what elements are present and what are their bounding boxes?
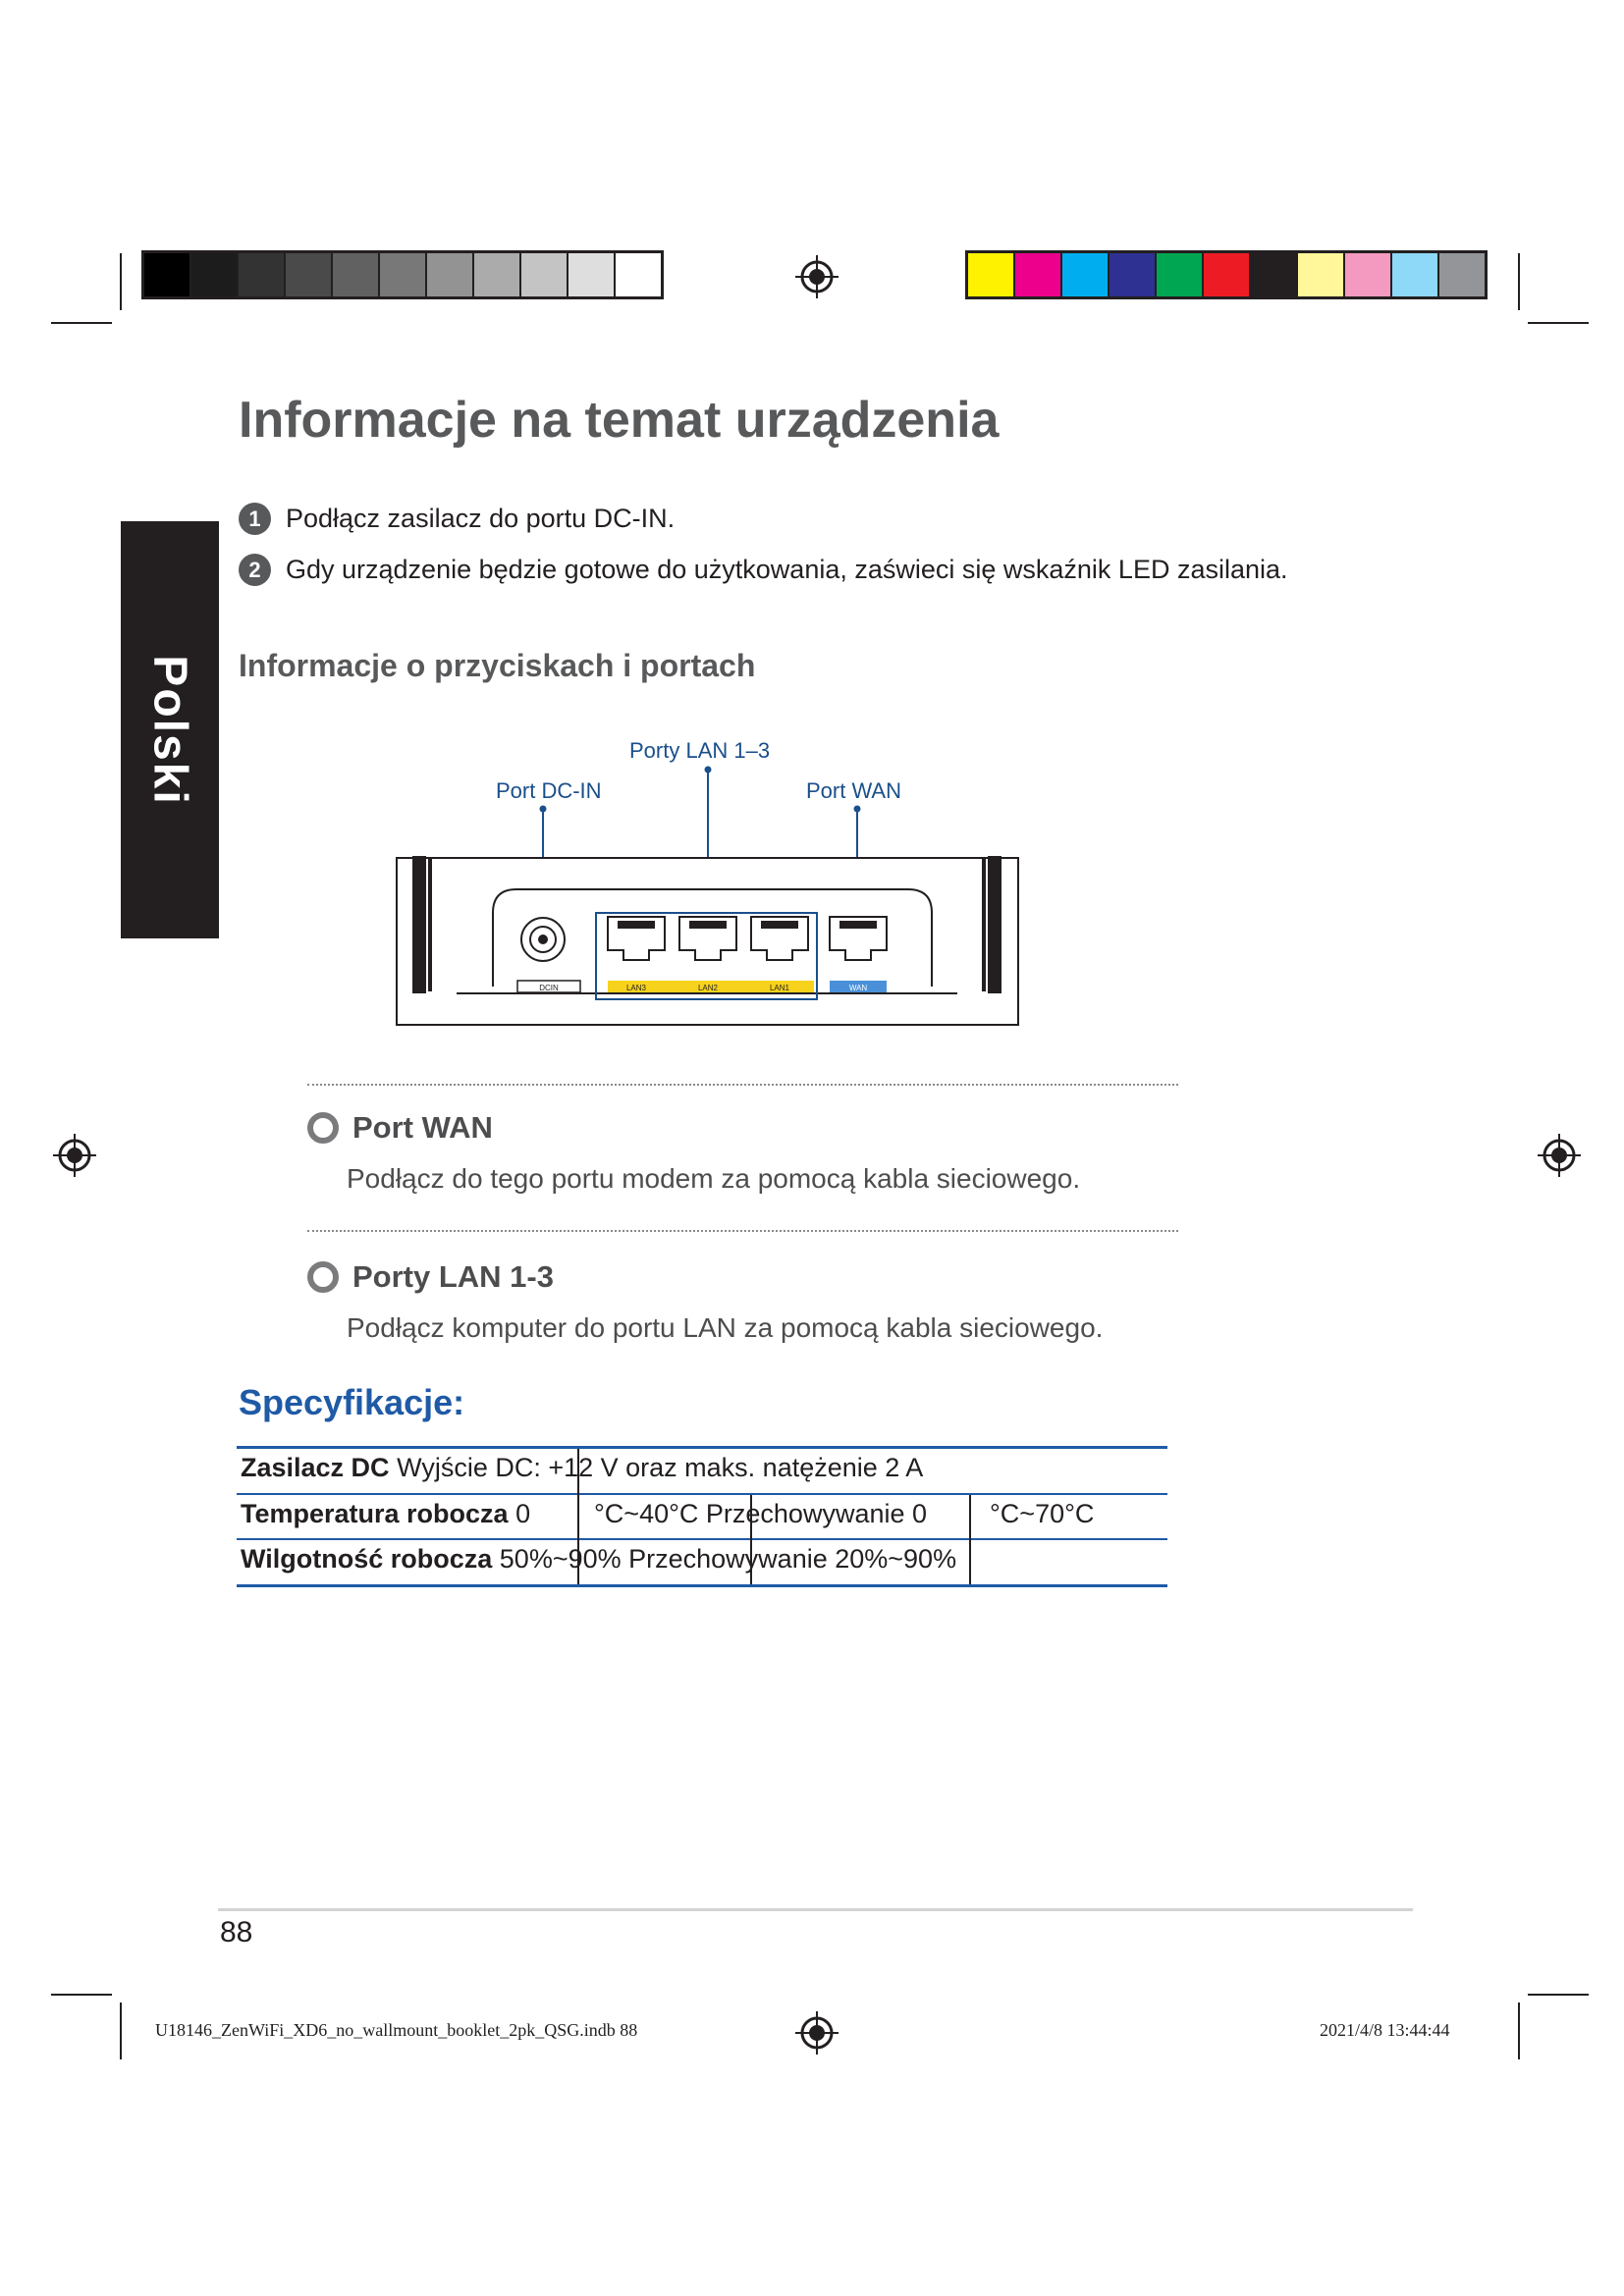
port-label-wan: WAN [848, 984, 868, 992]
color-swatch [1439, 253, 1485, 296]
crop-mark [1518, 253, 1520, 310]
specs-title: Specyfikacje: [239, 1382, 465, 1422]
color-swatch [1015, 253, 1062, 296]
spec-label: Zasilacz DC [241, 1453, 390, 1482]
step-number: 2 [239, 554, 271, 586]
color-swatch-strip [965, 250, 1488, 299]
crop-mark [120, 253, 122, 310]
language-tab [121, 521, 219, 938]
dotted-divider [307, 1230, 1178, 1232]
gray-swatch [521, 253, 568, 296]
port-lan-heading [307, 1259, 554, 1295]
port-label-lan2: LAN2 [697, 984, 719, 992]
language-tab-label: Polski [143, 654, 196, 806]
crop-mark [120, 2002, 122, 2059]
registration-mark-icon [794, 2010, 839, 2056]
dotted-divider [307, 1084, 1178, 1086]
port-label-dcin: DCIN [539, 984, 559, 992]
spec-row-temperature [241, 1499, 530, 1529]
port-lan-title: Porty LAN 1-3 [352, 1259, 554, 1294]
leader-dot [854, 806, 861, 813]
color-swatch [1298, 253, 1345, 296]
gray-swatch [191, 253, 239, 296]
crop-mark [1518, 2002, 1520, 2059]
port-wan-heading [307, 1110, 493, 1146]
gray-swatch [474, 253, 521, 296]
registration-mark-icon [1537, 1133, 1582, 1178]
color-swatch [1157, 253, 1204, 296]
color-swatch [1251, 253, 1298, 296]
port-label-lan1: LAN1 [769, 984, 790, 992]
crop-mark [51, 322, 112, 324]
spec-row-humidity [241, 1544, 956, 1575]
table-rule [237, 1584, 1167, 1587]
table-rule [237, 1538, 1167, 1540]
spec-value: 50%~90% Przechowywanie 20%~90% [499, 1544, 957, 1574]
registration-mark-icon [794, 254, 839, 299]
gray-swatch-strip [141, 250, 664, 299]
spec-row-power [241, 1453, 923, 1483]
table-rule [237, 1446, 1167, 1449]
bullet-ring-icon [307, 1112, 339, 1144]
router-back-panel-diagram [388, 766, 1056, 1041]
port-wan-title: Port WAN [352, 1110, 493, 1145]
port-label-lan3: LAN3 [625, 984, 647, 992]
crop-mark [1528, 322, 1589, 324]
table-column-rule [969, 1495, 971, 1584]
gray-swatch [286, 253, 333, 296]
callout-wan-port: Port WAN [806, 778, 901, 803]
gray-swatch [427, 253, 474, 296]
table-rule [237, 1493, 1167, 1495]
spec-value: °C~40°C Przechowywanie 0 [594, 1499, 928, 1528]
gray-swatch [616, 253, 661, 296]
section-heading: Informacje o przyciskach i portach [239, 648, 756, 683]
gray-swatch [333, 253, 380, 296]
step-2 [239, 554, 1288, 586]
leader-dot [705, 767, 712, 774]
spec-label: Wilgotność robocza [241, 1544, 493, 1574]
spec-value: Wyjście DC: +12 V oraz maks. natężenie 2 A [397, 1453, 924, 1482]
color-swatch [968, 253, 1015, 296]
slug-filename: U18146_ZenWiFi_XD6_no_wallmount_booklet_2pk_QSG.indb 88 [155, 2020, 638, 2040]
color-swatch [1204, 253, 1251, 296]
bullet-ring-icon [307, 1261, 339, 1293]
callout-lan-ports: Porty LAN 1–3 [629, 738, 771, 763]
page-title: Informacje na temat urządzenia [239, 392, 1000, 449]
crop-mark [1528, 1994, 1589, 1996]
step-1 [239, 503, 675, 535]
gray-swatch [380, 253, 427, 296]
registration-mark-icon [52, 1133, 97, 1178]
slug-timestamp: 2021/4/8 13:44:44 [1320, 2020, 1450, 2040]
callout-dcin-port: Port DC-IN [496, 778, 602, 803]
gray-swatch [568, 253, 616, 296]
gray-swatch [144, 253, 191, 296]
spec-value: 0 [515, 1499, 531, 1528]
port-lan-description: Podłącz komputer do portu LAN za pomocą kabla sieciowego. [347, 1312, 1104, 1343]
gray-swatch [239, 253, 286, 296]
step-text: Podłącz zasilacz do portu DC-IN. [286, 504, 676, 533]
color-swatch [1392, 253, 1439, 296]
color-swatch [1110, 253, 1157, 296]
step-number: 1 [239, 503, 271, 535]
color-swatch [1062, 253, 1110, 296]
spec-value: °C~70°C [990, 1499, 1095, 1528]
port-wan-description: Podłącz do tego portu modem za pomocą kabla sieciowego. [347, 1163, 1081, 1194]
leader-dot [540, 806, 547, 813]
footer-rule [218, 1908, 1413, 1911]
spec-label: Temperatura robocza [241, 1499, 509, 1528]
color-swatch [1345, 253, 1392, 296]
crop-mark [51, 1994, 112, 1996]
page-number: 88 [220, 1916, 253, 1949]
step-text: Gdy urządzenie będzie gotowe do użytkowania, zaświeci się wskaźnik LED zasilania. [286, 555, 1288, 584]
